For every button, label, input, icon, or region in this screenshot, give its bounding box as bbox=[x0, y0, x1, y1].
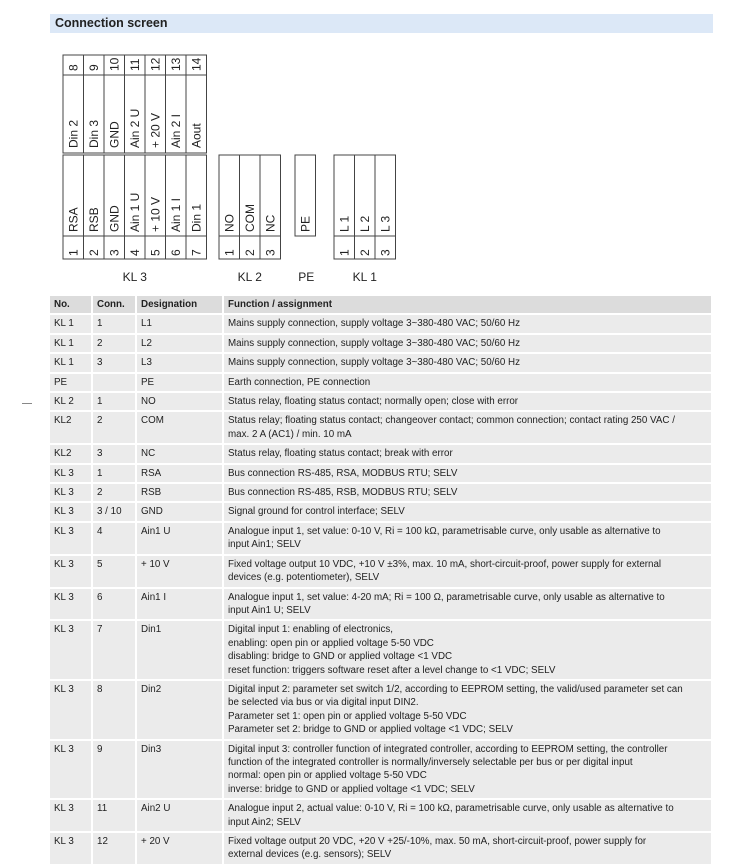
cell-designation: Din3 bbox=[136, 740, 223, 800]
cell-designation: L2 bbox=[136, 334, 223, 353]
table-row bbox=[50, 444, 712, 463]
kl3-upper-name: + 20 V bbox=[148, 112, 163, 148]
table-row bbox=[50, 464, 712, 483]
cell-designation: NO bbox=[136, 392, 223, 411]
table-row bbox=[50, 555, 712, 588]
cell-designation: PE bbox=[136, 373, 223, 392]
cell-designation: L1 bbox=[136, 314, 223, 333]
kl2-name: COM bbox=[242, 204, 257, 232]
table-row bbox=[50, 832, 712, 865]
header-designation: Designation bbox=[136, 296, 223, 314]
cell-function: Bus connection RS-485, RSA, MODBUS RTU; SELV bbox=[223, 464, 712, 483]
terminal-diagram bbox=[0, 0, 750, 292]
kl3-lower-number: 3 bbox=[107, 249, 122, 256]
cell-conn: 3 bbox=[92, 444, 136, 463]
cell-conn: 7 bbox=[92, 620, 136, 680]
cell-conn: 3 bbox=[92, 353, 136, 372]
table-row bbox=[50, 502, 712, 521]
cell-function: Signal ground for control interface; SELV bbox=[223, 502, 712, 521]
cell-function: Status relay; floating status contact; changeover contact; common connection; contact rating 250 VAC / max. 2 A (AC1) / min. 10 mA bbox=[223, 411, 712, 444]
kl3-lower-name: Ain 1 U bbox=[127, 192, 142, 232]
cell-no: KL 3 bbox=[50, 483, 92, 502]
cell-designation: Ain2 U bbox=[136, 799, 223, 832]
cell-designation: Ain1 I bbox=[136, 588, 223, 621]
kl2-label: KL 2 bbox=[237, 270, 262, 284]
table-row bbox=[50, 334, 712, 353]
cell-designation: RSA bbox=[136, 464, 223, 483]
cell-conn: 1 bbox=[92, 314, 136, 333]
cell-no: KL 3 bbox=[50, 555, 92, 588]
kl1-name: L 1 bbox=[337, 215, 352, 232]
cell-no: KL 1 bbox=[50, 353, 92, 372]
cell-no: KL 3 bbox=[50, 588, 92, 621]
kl1-name: L 2 bbox=[357, 215, 372, 232]
kl3-label: KL 3 bbox=[122, 270, 147, 284]
kl3-lower-number: 4 bbox=[127, 249, 142, 256]
kl3-upper-name: Din 2 bbox=[66, 119, 81, 148]
cell-conn: 11 bbox=[92, 799, 136, 832]
cell-function: Status relay, floating status contact; break with error bbox=[223, 444, 712, 463]
kl3-upper-number: 12 bbox=[148, 57, 163, 71]
cell-function: Analogue input 2, actual value: 0-10 V, Ri = 100 kΩ, parametrisable curve, only usable as alternative to input Ain2; SELV bbox=[223, 799, 712, 832]
cell-conn: 9 bbox=[92, 740, 136, 800]
cell-designation: GND bbox=[136, 502, 223, 521]
kl2-number: 1 bbox=[222, 249, 237, 256]
cell-function: Digital input 3: controller function of integrated controller, according to EEPROM setting, the controller function of the integrated controller is normally/inversely selectable per bus or per digital input normal: open pin or applied voltage 5-50 VDC inverse: bridge to GND or applied voltage <1 VDC; SELV bbox=[223, 740, 712, 800]
cell-no: PE bbox=[50, 373, 92, 392]
cell-no: KL 1 bbox=[50, 314, 92, 333]
kl2-number: 3 bbox=[263, 249, 278, 256]
cell-no: KL2 bbox=[50, 444, 92, 463]
table-row bbox=[50, 799, 712, 832]
kl3-lower-number: 2 bbox=[86, 249, 101, 256]
cell-designation: Din1 bbox=[136, 620, 223, 680]
cell-function: Mains supply connection, supply voltage 3~380-480 VAC; 50/60 Hz bbox=[223, 334, 712, 353]
cell-conn: 12 bbox=[92, 832, 136, 865]
cell-no: KL 3 bbox=[50, 740, 92, 800]
cell-designation: L3 bbox=[136, 353, 223, 372]
kl3-upper-number: 11 bbox=[127, 58, 142, 71]
kl1-number: 3 bbox=[378, 249, 393, 256]
cell-designation: + 10 V bbox=[136, 555, 223, 588]
kl3-upper-number: 13 bbox=[168, 57, 183, 71]
cell-function: Mains supply connection, supply voltage 3~380-480 VAC; 50/60 Hz bbox=[223, 314, 712, 333]
table-row bbox=[50, 314, 712, 333]
kl3-lower-name: RSB bbox=[86, 207, 101, 232]
table-row bbox=[50, 620, 712, 680]
kl3-lower-number: 7 bbox=[189, 249, 204, 256]
cell-designation: Ain1 U bbox=[136, 522, 223, 555]
kl3-lower-number: 5 bbox=[148, 249, 163, 256]
margin-mark bbox=[22, 403, 32, 404]
cell-no: KL 2 bbox=[50, 392, 92, 411]
table-row bbox=[50, 373, 712, 392]
kl3-lower-number: 6 bbox=[168, 249, 183, 256]
kl3-lower-number: 1 bbox=[66, 249, 81, 256]
cell-function: Digital input 1: enabling of electronics, enabling: open pin or applied voltage 5-50 VDC disabling: bridge to GND or applied voltage <1 VDC reset function: triggers software reset after a level change to <1 VDC; SELV bbox=[223, 620, 712, 680]
cell-function: Status relay, floating status contact; normally open; close with error bbox=[223, 392, 712, 411]
cell-no: KL 3 bbox=[50, 502, 92, 521]
table-header-row bbox=[50, 296, 712, 314]
cell-function: Mains supply connection, supply voltage 3~380-480 VAC; 50/60 Hz bbox=[223, 353, 712, 372]
cell-function: Bus connection RS-485, RSB, MODBUS RTU; SELV bbox=[223, 483, 712, 502]
connection-table bbox=[50, 296, 713, 866]
kl3-lower-name: Ain 1 I bbox=[168, 197, 183, 232]
cell-no: KL 3 bbox=[50, 522, 92, 555]
kl2-name: NC bbox=[263, 214, 278, 232]
table-row bbox=[50, 740, 712, 800]
cell-conn: 5 bbox=[92, 555, 136, 588]
kl3-upper-number: 9 bbox=[86, 64, 101, 71]
cell-conn: 4 bbox=[92, 522, 136, 555]
cell-no: KL 3 bbox=[50, 620, 92, 680]
kl2-name: NO bbox=[222, 214, 237, 232]
header-no: No. bbox=[50, 296, 92, 314]
kl1-label: KL 1 bbox=[352, 270, 377, 284]
cell-no: KL 1 bbox=[50, 334, 92, 353]
kl1-number: 2 bbox=[357, 249, 372, 256]
cell-designation: COM bbox=[136, 411, 223, 444]
table-row bbox=[50, 680, 712, 740]
pe-name: PE bbox=[298, 215, 313, 232]
cell-function: Digital input 2: parameter set switch 1/2, according to EEPROM setting, the valid/used parameter set can be selected via bus or via digital input DIN2. Parameter set 1: open pin or applied voltage 5-50 VDC Parameter set 2: bridge to GND or applied voltage <1 VDC; SELV bbox=[223, 680, 712, 740]
kl3-upper-name: Ain 2 I bbox=[168, 113, 183, 148]
cell-no: KL 3 bbox=[50, 799, 92, 832]
kl3-upper-name: GND bbox=[107, 121, 122, 148]
cell-no: KL 3 bbox=[50, 832, 92, 865]
cell-conn: 8 bbox=[92, 680, 136, 740]
kl1-number: 1 bbox=[337, 249, 352, 256]
cell-conn: 2 bbox=[92, 334, 136, 353]
kl1-name: L 3 bbox=[378, 215, 393, 232]
cell-no: KL2 bbox=[50, 411, 92, 444]
cell-no: KL 3 bbox=[50, 680, 92, 740]
table-row bbox=[50, 483, 712, 502]
header-conn: Conn. bbox=[92, 296, 136, 314]
cell-conn: 2 bbox=[92, 411, 136, 444]
cell-function: Fixed voltage output 20 VDC, +20 V +25/-10%, max. 50 mA, short-circuit-proof, power supply for external devices (e.g. sensors); SELV bbox=[223, 832, 712, 865]
table-row bbox=[50, 392, 712, 411]
cell-conn: 2 bbox=[92, 483, 136, 502]
table-row bbox=[50, 588, 712, 621]
header-function: Function / assignment bbox=[223, 296, 712, 314]
cell-function: Analogue input 1, set value: 4-20 mA; Ri = 100 Ω, parametrisable curve, only usable as alternative to input Ain1 U; SELV bbox=[223, 588, 712, 621]
pe-label: PE bbox=[298, 270, 315, 284]
kl3-upper-number: 10 bbox=[107, 57, 122, 71]
kl3-lower-name: RSA bbox=[66, 207, 81, 232]
cell-function: Earth connection, PE connection bbox=[223, 373, 712, 392]
kl3-upper-number: 8 bbox=[66, 64, 81, 71]
cell-designation: + 20 V bbox=[136, 832, 223, 865]
cell-conn: 6 bbox=[92, 588, 136, 621]
cell-function: Analogue input 1, set value: 0-10 V, Ri = 100 kΩ, parametrisable curve, only usable as alternative to input Ain1; SELV bbox=[223, 522, 712, 555]
kl3-lower-name: + 10 V bbox=[148, 196, 163, 232]
table-row bbox=[50, 411, 712, 444]
kl3-upper-number: 14 bbox=[189, 57, 204, 71]
kl2-number: 2 bbox=[242, 249, 257, 256]
kl3-upper-name: Ain 2 U bbox=[127, 108, 142, 148]
cell-no: KL 3 bbox=[50, 464, 92, 483]
table-row bbox=[50, 522, 712, 555]
cell-conn: 1 bbox=[92, 464, 136, 483]
cell-conn: 1 bbox=[92, 392, 136, 411]
cell-conn: 3 / 10 bbox=[92, 502, 136, 521]
kl3-lower-name: GND bbox=[107, 205, 122, 232]
kl3-lower-name: Din 1 bbox=[189, 203, 204, 232]
cell-designation: NC bbox=[136, 444, 223, 463]
table-row bbox=[50, 353, 712, 372]
kl1-block bbox=[334, 155, 396, 259]
kl3-upper-name: Aout bbox=[189, 123, 204, 148]
cell-conn bbox=[92, 373, 136, 392]
cell-function: Fixed voltage output 10 VDC, +10 V ±3%, max. 10 mA, short-circuit-proof, power supply for external devices (e.g. potentiometer), SELV bbox=[223, 555, 712, 588]
cell-designation: RSB bbox=[136, 483, 223, 502]
page-title: Connection screen bbox=[50, 14, 713, 33]
kl3-upper-name: Din 3 bbox=[86, 119, 101, 148]
cell-designation: Din2 bbox=[136, 680, 223, 740]
